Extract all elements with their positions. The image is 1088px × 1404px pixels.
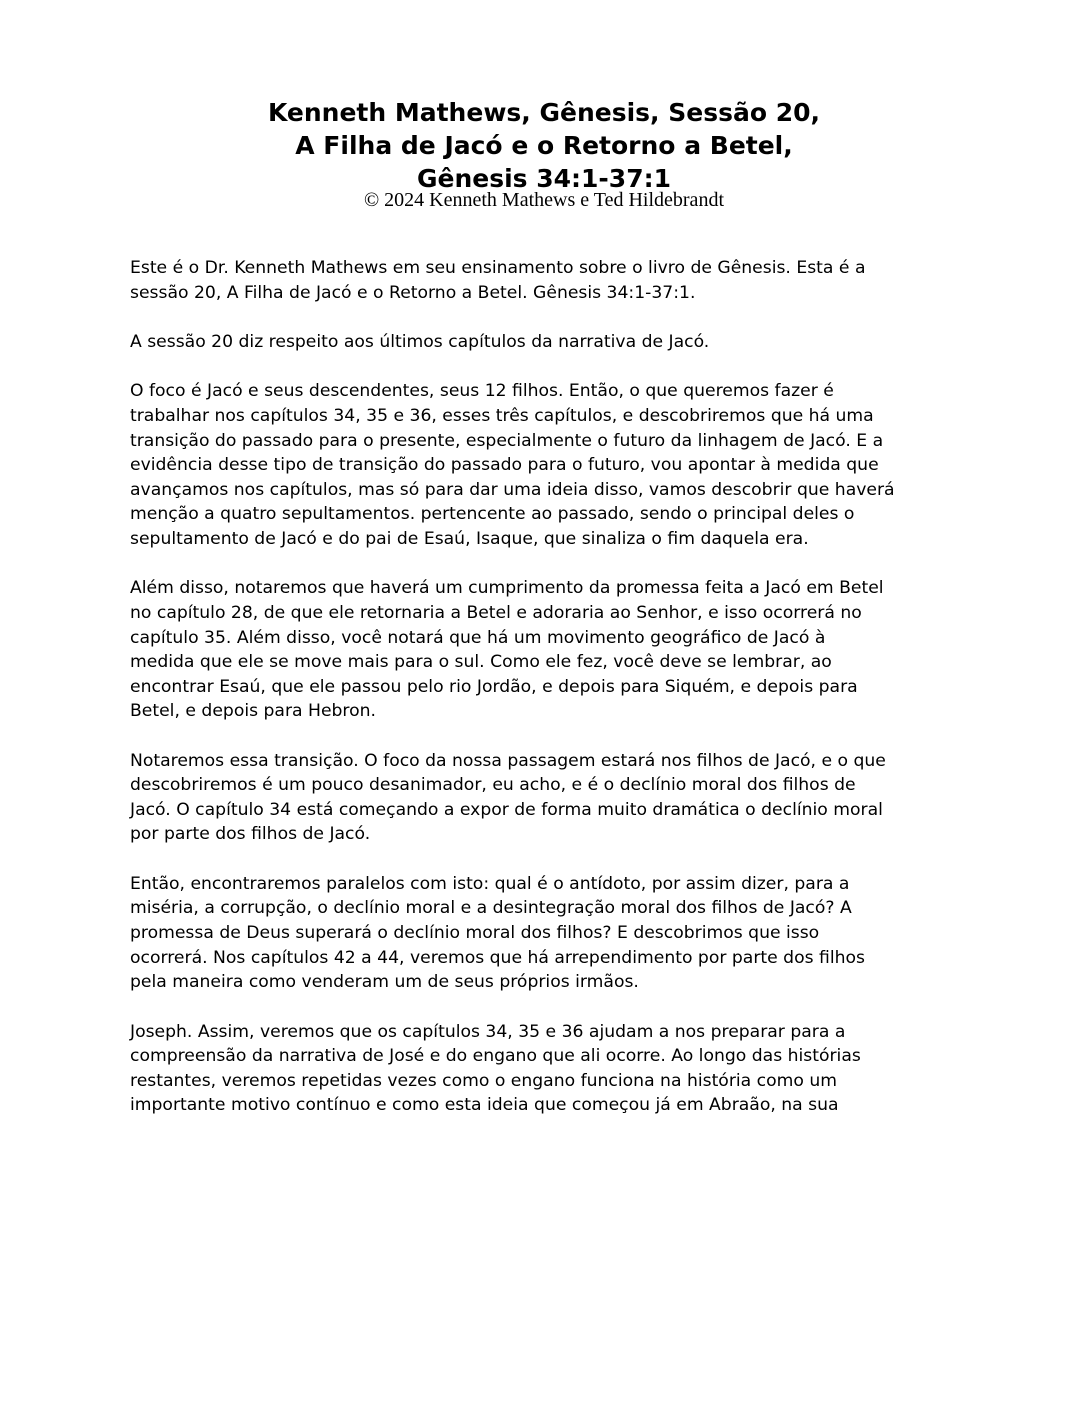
paragraph-line: Notaremos essa transição. O foco da nossa passagem estará nos filhos de Jacó, e o que <box>130 750 886 771</box>
paragraph-line: Jacó. O capítulo 34 está começando a expor de forma muito dramática o declínio moral <box>130 799 883 820</box>
body-paragraph <box>130 576 960 724</box>
paragraph-line: capítulo 35. Além disso, você notará que há um movimento geográfico de Jacó à <box>130 627 826 648</box>
paragraph-line: avançamos nos capítulos, mas só para dar uma ideia disso, vamos descobrir que haverá <box>130 479 895 500</box>
body-paragraph <box>130 379 960 551</box>
document-title-line-3: Gênesis 34:1-37:1 <box>416 164 671 193</box>
paragraph-line: O foco é Jacó e seus descendentes, seus 12 filhos. Então, o que queremos fazer é <box>130 381 834 402</box>
paragraph-line: transição do passado para o presente, especialmente o futuro da linhagem de Jacó. E a <box>130 430 884 451</box>
paragraph-line: compreensão da narrativa de José e do engano que ali ocorre. Ao longo das histórias <box>130 1046 861 1067</box>
body-paragraph <box>130 330 960 355</box>
paragraph-line: Este é o Dr. Kenneth Mathews em seu ensinamento sobre o livro de Gênesis. Esta é a <box>130 258 866 278</box>
paragraph-line: por parte dos filhos de Jacó. <box>130 824 371 845</box>
paragraph-line: Além disso, notaremos que haverá um cumprimento da promessa feita a Jacó em Betel <box>130 578 884 599</box>
paragraph-line: pela maneira como venderam um de seus próprios irmãos. <box>130 972 639 993</box>
document-title-line-2: A Filha de Jacó e o Retorno a Betel, <box>295 131 793 160</box>
paragraph-line: descobriremos é um pouco desanimador, eu acho, e é o declínio moral dos filhos de <box>130 775 856 796</box>
paragraph-line: restantes, veremos repetidas vezes como o engano funciona na história como um <box>130 1070 837 1091</box>
body-paragraph <box>130 256 960 305</box>
copyright-notice: © 2024 Kenneth Mathews e Ted Hildebrandt <box>363 189 724 211</box>
document-title-line-1: Kenneth Mathews, Gênesis, Sessão 20, <box>267 98 821 127</box>
paragraph-line: importante motivo contínuo e como esta ideia que começou já em Abraão, na sua <box>130 1095 839 1116</box>
document-header <box>0 96 1088 211</box>
document-body <box>130 256 960 1143</box>
body-paragraph <box>130 872 960 995</box>
paragraph-line: menção a quatro sepultamentos. pertencente ao passado, sendo o principal deles o <box>130 504 855 525</box>
paragraph-line: Então, encontraremos paralelos com isto: qual é o antídoto, por assim dizer, para a <box>130 873 850 894</box>
body-paragraph <box>130 1020 960 1118</box>
body-paragraph <box>130 749 960 847</box>
paragraph-line: no capítulo 28, de que ele retornaria a Betel e adoraria ao Senhor, e isso ocorrerá no <box>130 602 862 623</box>
paragraph-line: sepultamento de Jacó e do pai de Esaú, Isaque, que sinaliza o fim daquela era. <box>130 528 809 549</box>
paragraph-line: encontrar Esaú, que ele passou pelo rio Jordão, e depois para Siquém, e depois para <box>130 676 858 697</box>
paragraph-line: sessão 20, A Filha de Jacó e o Retorno a Betel. Gênesis 34:1-37:1. <box>130 282 696 303</box>
paragraph-line: miséria, a corrupção, o declínio moral e a desintegração moral dos filhos de Jacó? A <box>130 898 852 919</box>
paragraph-line: Betel, e depois para Hebron. <box>130 701 376 722</box>
paragraph-line: ocorrerá. Nos capítulos 42 a 44, veremos que há arrependimento por parte dos filhos <box>130 947 865 968</box>
paragraph-line: A sessão 20 diz respeito aos últimos capítulos da narrativa de Jacó. <box>130 331 710 352</box>
paragraph-line: evidência desse tipo de transição do passado para o futuro, vou apontar à medida que <box>130 455 879 476</box>
paragraph-line: medida que ele se move mais para o sul. Como ele fez, você deve se lembrar, ao <box>130 652 832 673</box>
paragraph-line: promessa de Deus superará o declínio moral dos filhos? E descobrimos que isso <box>130 923 820 944</box>
paragraph-line: Joseph. Assim, veremos que os capítulos 34, 35 e 36 ajudam a nos preparar para a <box>130 1021 846 1042</box>
paragraph-line: trabalhar nos capítulos 34, 35 e 36, esses três capítulos, e descobriremos que há uma <box>130 405 874 426</box>
